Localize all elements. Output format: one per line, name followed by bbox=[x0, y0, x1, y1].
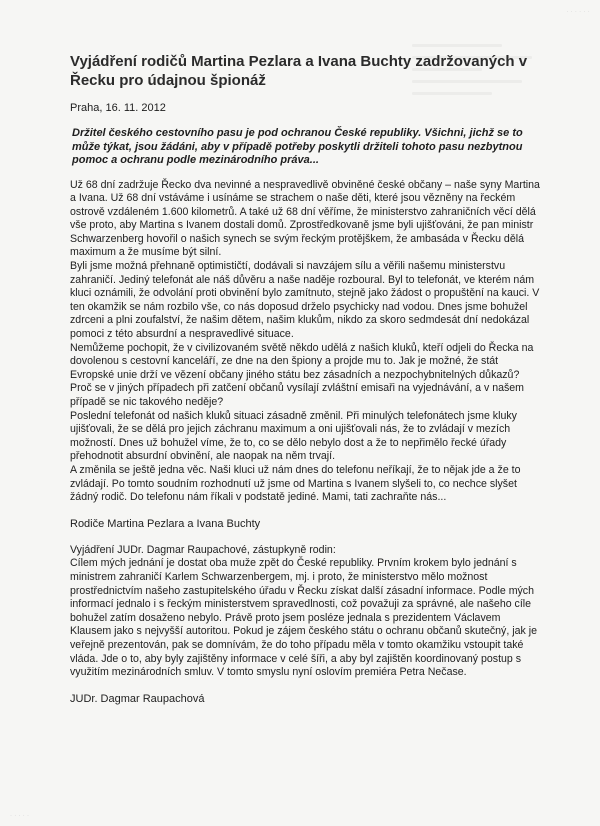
body-paragraph: Byli jsme možná přehnaně optimističtí, dodávali si navzájem sílu a věřili našemu ministerstvu zahraničí. Jediný telefonát ale náš důvěru a naše naděje rozboural. Byl to telefonát, ve kterém nám kluci oznámili, že odvolání proti obvinění bylo zamítnuto, stejně jako žádost o propuštění na kauci. V ten okamžik se nám rozbilo vše, co nás doposud drželo psychicky nad vodou. Dnes jsme bohužel zdrceni a plni zoufalství, že našim dětem, našim klukům, nikdo za skoro sedmdesát dní nedokázal pomoci z této absurdní a nespravedlivé situace. bbox=[70, 260, 540, 341]
document-content bbox=[70, 52, 540, 706]
scan-artifact-top: · · · · · · bbox=[566, 9, 590, 15]
lead-paragraph: Držitel českého cestovního pasu je pod ochranou České republiky. Všichni, jichž se to může týkat, jsou žádáni, aby v případě potřeby poskytli držiteli tohoto pasu nezbytnou pomoc a ochranu podle mezinárodního práva... bbox=[72, 127, 523, 166]
lawyer-statement bbox=[70, 544, 540, 680]
parents-signature: Rodiče Martina Pezlara a Ivana Buchty bbox=[70, 517, 261, 530]
date-line: Praha, 16. 11. 2012 bbox=[70, 102, 166, 114]
lawyer-intro: Vyjádření JUDr. Dagmar Raupachové, zástupkyně rodin: bbox=[70, 543, 336, 556]
scan-artifact-bottom: · · · · · bbox=[10, 813, 30, 819]
lawyer-text: Cílem mých jednání je dostat oba muže zpět do České republiky. Prvním krokem bylo jednání s ministrem zahraničí Karlem Schwarzenbergem, mj. i proto, že ministerstvo mělo možnost prostřednictvím našeho zastupitelského úřadu v Řecku získat další zásadní informace. Podle mých informací jednalo i s řeckým ministerstvem spravedlnosti, což považuji za správné, ale našeho cíle bohužel zatím dosaženo nebylo. Právě proto jsem posléze jednala s prezidentem Václavem Klausem jako s nejvyšší autoritou. Pokud je zájem českého státu o ochranu občanů skutečný, jak je veřejně prezentován, pak se domnívám, že do toho případu měla v tomto okamžiku vstoupit také vláda. Jde o to, aby byly zajištěny informace v celé šíři, a aby byl zajištěn koordinovaný postup s využitím mezinárodních smluv. V tomto smyslu nyní oslovím premiéra Petra Nečase. bbox=[70, 557, 537, 679]
lawyer-signature: JUDr. Dagmar Raupachová bbox=[70, 692, 205, 705]
body-paragraph: A změnila se ještě jedna věc. Naši kluci už nám dnes do telefonu neříkají, že to nějak jde a že to zvládají. Po tomto soudním rozhodnutí už jsme od Martina s Ivanem slyšeli to, co nechce slyšet žádný rodič. Do telefonu nám říkali v podstatě jediné. Mami, tati zachraňte nás... bbox=[70, 463, 521, 504]
statement-body bbox=[70, 179, 540, 505]
document-title: Vyjádření rodičů Martina Pezlara a Ivana Buchty zadržovaných v Řecku pro údajnou špionáž bbox=[70, 53, 528, 89]
body-paragraph: Poslední telefonát od našich kluků situaci zásadně změnil. Při minulých telefonátech jsme kluky ujišťovali, že se dělá pro jejich záchranu maximum a oni ujišťovali nás, že to zvládají v mezích možností. Dnes už bohužel víme, že to, co se dělo nebylo dost a že to nepřimělo řecké úřady přehodnotit absurdní obvinění, ale naopak na něm trvají. bbox=[70, 409, 517, 463]
body-paragraph: Nemůžeme pochopit, že v civilizovaném světě někdo udělá z našich kluků, kteří odjeli do Řecka na dovolenou s cestovní kanceláří, ze dne na den špiony a projde mu to. Jak je možné, že stát Evropské unie drží ve vězení občany jiného státu bez zásadních a nezpochybnitelných důkazů? Proč se v jiných případech při zatčení občanů vysílají zvláštní emisaři na vyjednávání, a v našem případě se nic takového neděje? bbox=[70, 341, 534, 408]
body-paragraph: Už 68 dní zadržuje Řecko dva nevinné a nespravedlivě obviněné české občany – naše syny Martina a Ivana. Už 68 dní vstáváme i usínáme se strachem o naše děti, které jsou vězněny na řeckém ostrově vzdáleném 1.600 kilometrů. A také už 68 dní věříme, že ministerstvo zahraničních věcí dělá vše proto, aby Martina s Ivanem dostali domů. Zprostředkovaně jsme byli ujišťováni, že pan ministr Schwarzenberg hovořil o našich synech se svým řeckým protějškem, že ambasáda v Řecku dělá maximum a že musíme být silní. bbox=[70, 178, 540, 259]
